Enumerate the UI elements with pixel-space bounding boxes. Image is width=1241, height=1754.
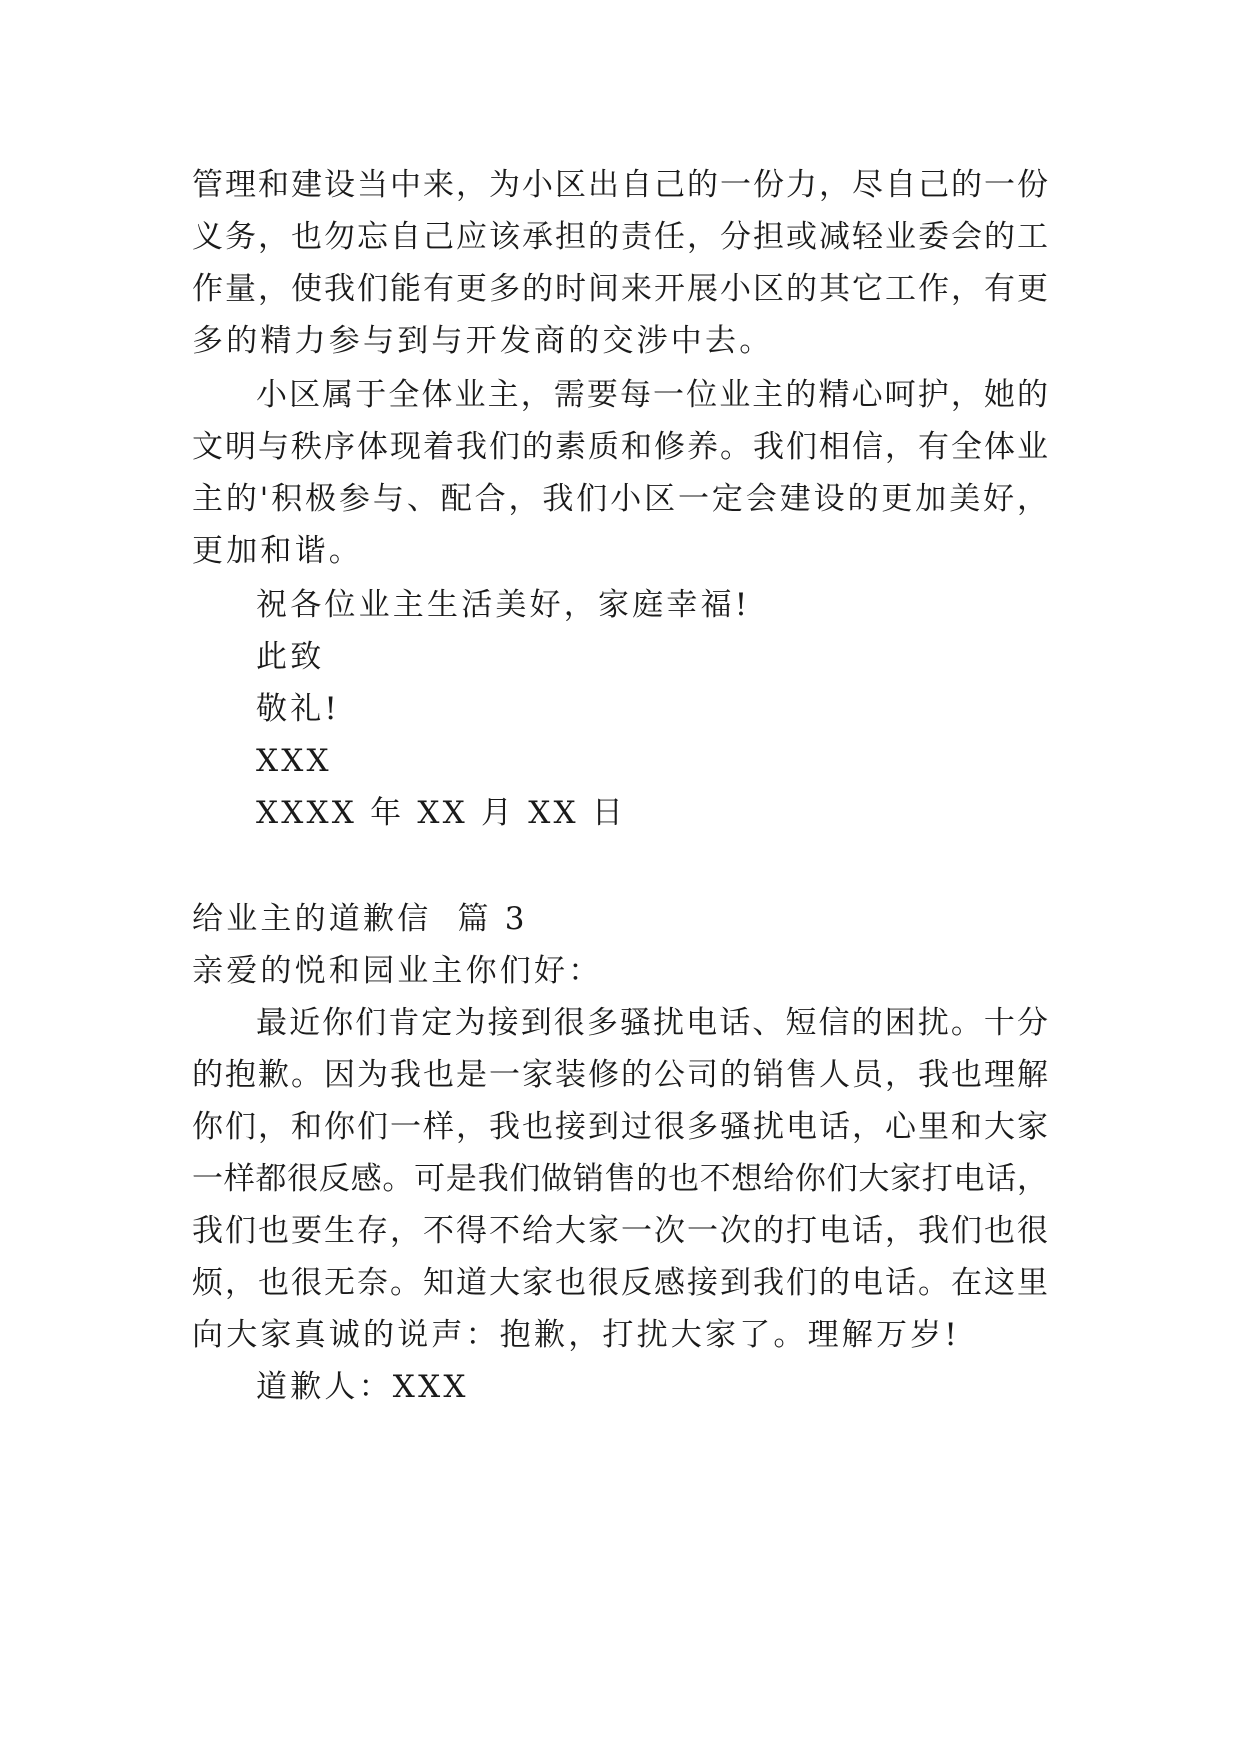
paragraph-1-line-4: 多的精力参与到与开发商的交涉中去。 <box>192 323 774 359</box>
closing-signature: XXX <box>256 743 332 779</box>
letter-3-body-line-3: 你们，和你们一样，我也接到过很多骚扰电话，心里和大家 <box>192 1109 1048 1145</box>
paragraph-1-line-3: 作量，使我们能有更多的时间来开展小区的其它工作，有更 <box>192 271 1048 307</box>
paragraph-2-line-1: 小区属于全体业主，需要每一位业主的精心呵护，她的 <box>256 377 1048 413</box>
letter-3-body-line-4: 一样都很反感。可是我们做销售的也不想给你们大家打电话， <box>192 1161 1048 1197</box>
letter-3-body-line-2: 的抱歉。因为我也是一家装修的公司的销售人员，我也理解 <box>192 1057 1048 1093</box>
closing-date: XXXX 年 XX 月 XX 日 <box>256 795 627 831</box>
letter-3-body-line-7: 向大家真诚的说声：抱歉，打扰大家了。理解万岁! <box>192 1317 961 1353</box>
letter-3-body-line-5: 我们也要生存，不得不给大家一次一次的打电话，我们也很 <box>192 1213 1048 1249</box>
paragraph-1-line-2: 义务，也勿忘自己应该承担的责任，分担或减轻业委会的工 <box>192 219 1048 255</box>
paragraph-2-line-2: 文明与秩序体现着我们的素质和修养。我们相信，有全体业 <box>192 429 1048 465</box>
letter-3-body-line-6: 烦，也很无奈。知道大家也很反感接到我们的电话。在这里 <box>192 1265 1048 1301</box>
letter-3-title: 给业主的道歉信 篇 3 <box>192 901 528 937</box>
closing-greeting-2: 敬礼! <box>256 691 341 727</box>
paragraph-2-line-3: 主的'积极参与、配合，我们小区一定会建设的更加美好， <box>192 481 1048 517</box>
closing-wish: 祝各位业主生活美好，家庭幸福! <box>256 587 751 623</box>
letter-3-body-line-1: 最近你们肯定为接到很多骚扰电话、短信的困扰。十分 <box>256 1005 1048 1041</box>
closing-greeting-1: 此致 <box>256 639 325 675</box>
paragraph-2-line-4: 更加和谐。 <box>192 533 363 569</box>
letter-3-signer: 道歉人：XXX <box>256 1369 469 1405</box>
letter-3-salutation: 亲爱的悦和园业主你们好： <box>192 953 603 989</box>
paragraph-1-line-1: 管理和建设当中来，为小区出自己的一份力，尽自己的一份 <box>192 167 1048 203</box>
